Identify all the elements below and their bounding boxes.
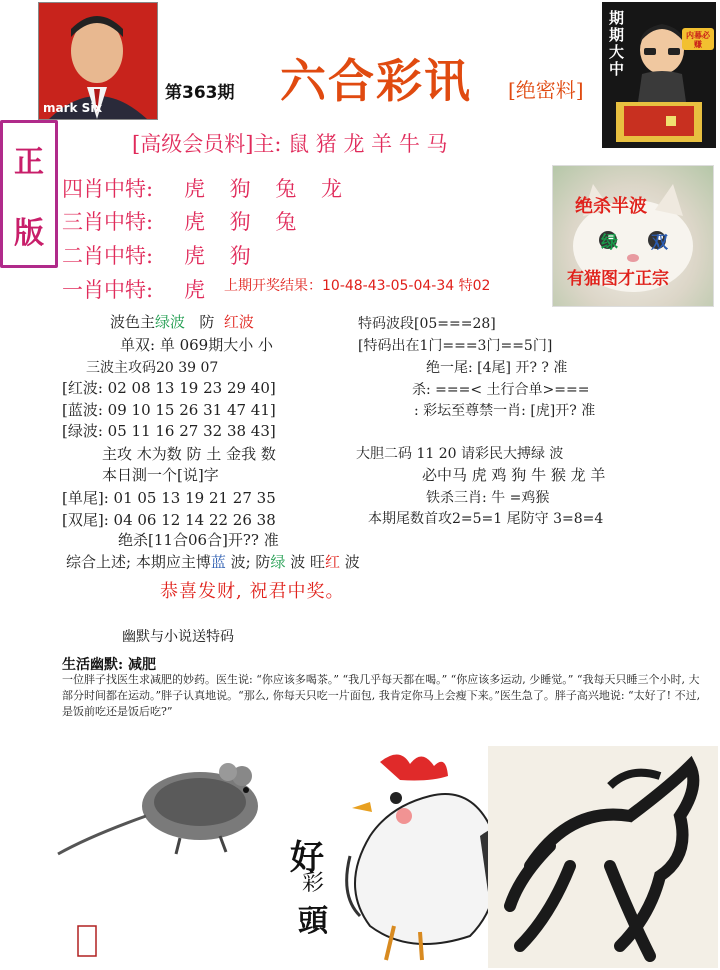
bold-two-codes: 大胆二码 11 20 请彩民大搏绿 波 <box>356 446 564 462</box>
cat-line-1: 绝杀半波 <box>575 196 647 217</box>
zodiac-artwork <box>50 746 718 968</box>
blue-wave-numbers: [蓝波: 09 10 15 26 31 47 41] <box>62 401 276 419</box>
cat-line-2a: 绿 <box>601 233 618 253</box>
three-wave-line: 三波主攻码20 39 07 <box>86 360 219 376</box>
pick-label-2: 二肖中特: <box>62 244 154 268</box>
pick-values-4: 虎 狗 兔 龙 <box>184 177 347 201</box>
green-wave-numbers: [绿波: 05 11 16 27 32 38 43] <box>62 422 276 440</box>
wave-main-d: 红波 <box>223 313 254 331</box>
portrait-image <box>38 2 158 120</box>
wave-main-a: 波色主 <box>110 313 156 331</box>
tail-attack-line: 本期尾数首攻2=5=1 尾防守 3=8=4 <box>368 511 604 527</box>
seal-stamp <box>78 926 96 956</box>
cartoon-badge: 内幕必赚 <box>686 30 710 49</box>
special-door: [特码出在1门===3门==5门] <box>358 338 553 354</box>
pick-label-4: 四肖中特: <box>62 177 154 201</box>
pick-label-3: 三肖中特: <box>62 210 154 234</box>
kill-combo: 杀: ===< 土行合单>=== <box>412 382 590 398</box>
member-picks: [高级会员料]主: 鼠 猪 龙 羊 牛 马 <box>132 132 448 156</box>
calligraphy-color: 彩 <box>302 871 325 896</box>
pick-label-1: 一肖中特: <box>62 278 154 302</box>
portrait-caption: mark Six <box>43 101 103 115</box>
cartoon-caption: 期期大中 <box>607 10 625 78</box>
page-title: 六合彩讯 <box>280 54 472 108</box>
humor-section-title: 幽默与小说送特码 <box>122 629 234 645</box>
story-body: 一位胖子找医生求减肥的妙药。医生说: “你应该多喝茶。” “我几乎每天都在喝。” “你应该多运动, 少睡觉。” “我每天只睡三个小时, 大部分时间都在运动。”胖子认真地说。“那么, 你每天只吃一片面包, 我肯定你马上会瘦下来。”医生急了。胖子高兴地说: “太好了! 不过, 是饭前吃还是饭后吃?” <box>62 673 701 718</box>
kill-three-zodiacs: 铁杀三肖: 牛 =鸡猴 <box>426 490 550 506</box>
attack-line: 主攻 木为数 防 土 金我 数 <box>102 445 276 463</box>
issue-number: 第363期 <box>165 83 235 103</box>
pick-values-3: 虎 狗 兔 <box>184 210 301 234</box>
summary-green: 绿 <box>270 553 286 571</box>
badge-char-2: 版 <box>14 215 44 251</box>
cartoon-image <box>602 2 716 148</box>
wave-main-line <box>110 311 254 332</box>
calligraphy-head: 頭 <box>298 904 328 939</box>
kill-line: 绝杀[11合06合]开?? 准 <box>118 531 279 549</box>
last-draw-result: 上期开奖结果：10-48-43-05-04-34 特02 <box>224 278 491 294</box>
authentic-badge <box>0 120 58 268</box>
summary-w1: 波; 防 <box>225 553 271 571</box>
horse-drawing <box>488 746 718 968</box>
double-tail-line: [双尾]: 04 06 12 14 22 26 38 <box>62 511 276 529</box>
forum-ban: : 彩坛至尊禁一肖: [虎]开? 准 <box>414 403 596 419</box>
rat-drawing <box>58 763 258 854</box>
pick-values-1: 虎 <box>184 278 209 302</box>
cat-line-3: 有猫图才正宗 <box>567 269 669 289</box>
cat-image <box>552 165 714 307</box>
red-wave-numbers: [红波: 02 08 13 19 23 29 40] <box>62 379 276 397</box>
summary-blue: 蓝 <box>210 553 226 571</box>
calligraphy-good: 好 <box>290 838 324 878</box>
zodiac-illustration <box>50 746 718 968</box>
summary-w3: 波 <box>340 553 360 571</box>
wave-main-c: 防 <box>199 313 215 331</box>
wave-main-b: 绿波 <box>155 313 186 331</box>
story-heading: 生活幽默: 减肥 <box>62 657 157 673</box>
single-tail-line: [单尾]: 01 05 13 19 21 27 35 <box>62 489 276 507</box>
kill-tail: 绝一尾: [4尾] 开? ? 准 <box>426 360 568 376</box>
page-subtitle: [绝密料] <box>508 78 584 102</box>
must-win-zodiacs: 必中马 虎 鸡 狗 牛 猴 龙 羊 <box>422 466 606 484</box>
summary-prefix: 综合上述; 本期应主博 <box>66 553 211 571</box>
odd-even-line: 单双: 单 069期大小 小 <box>120 336 273 354</box>
cat-line-2b: 双 <box>651 233 668 253</box>
special-segment: 特码波段[05===28] <box>358 316 496 332</box>
badge-char-1: 正 <box>14 144 44 180</box>
congrats-text: 恭喜发财, 祝君中奖。 <box>160 581 345 602</box>
daily-test-line: 本日測一个[说]字 <box>102 466 219 484</box>
pick-values-2: 虎 狗 <box>184 244 255 268</box>
summary-w2: 波 旺 <box>285 553 325 571</box>
summary-red: 红 <box>325 553 341 571</box>
summary-line <box>66 551 360 572</box>
